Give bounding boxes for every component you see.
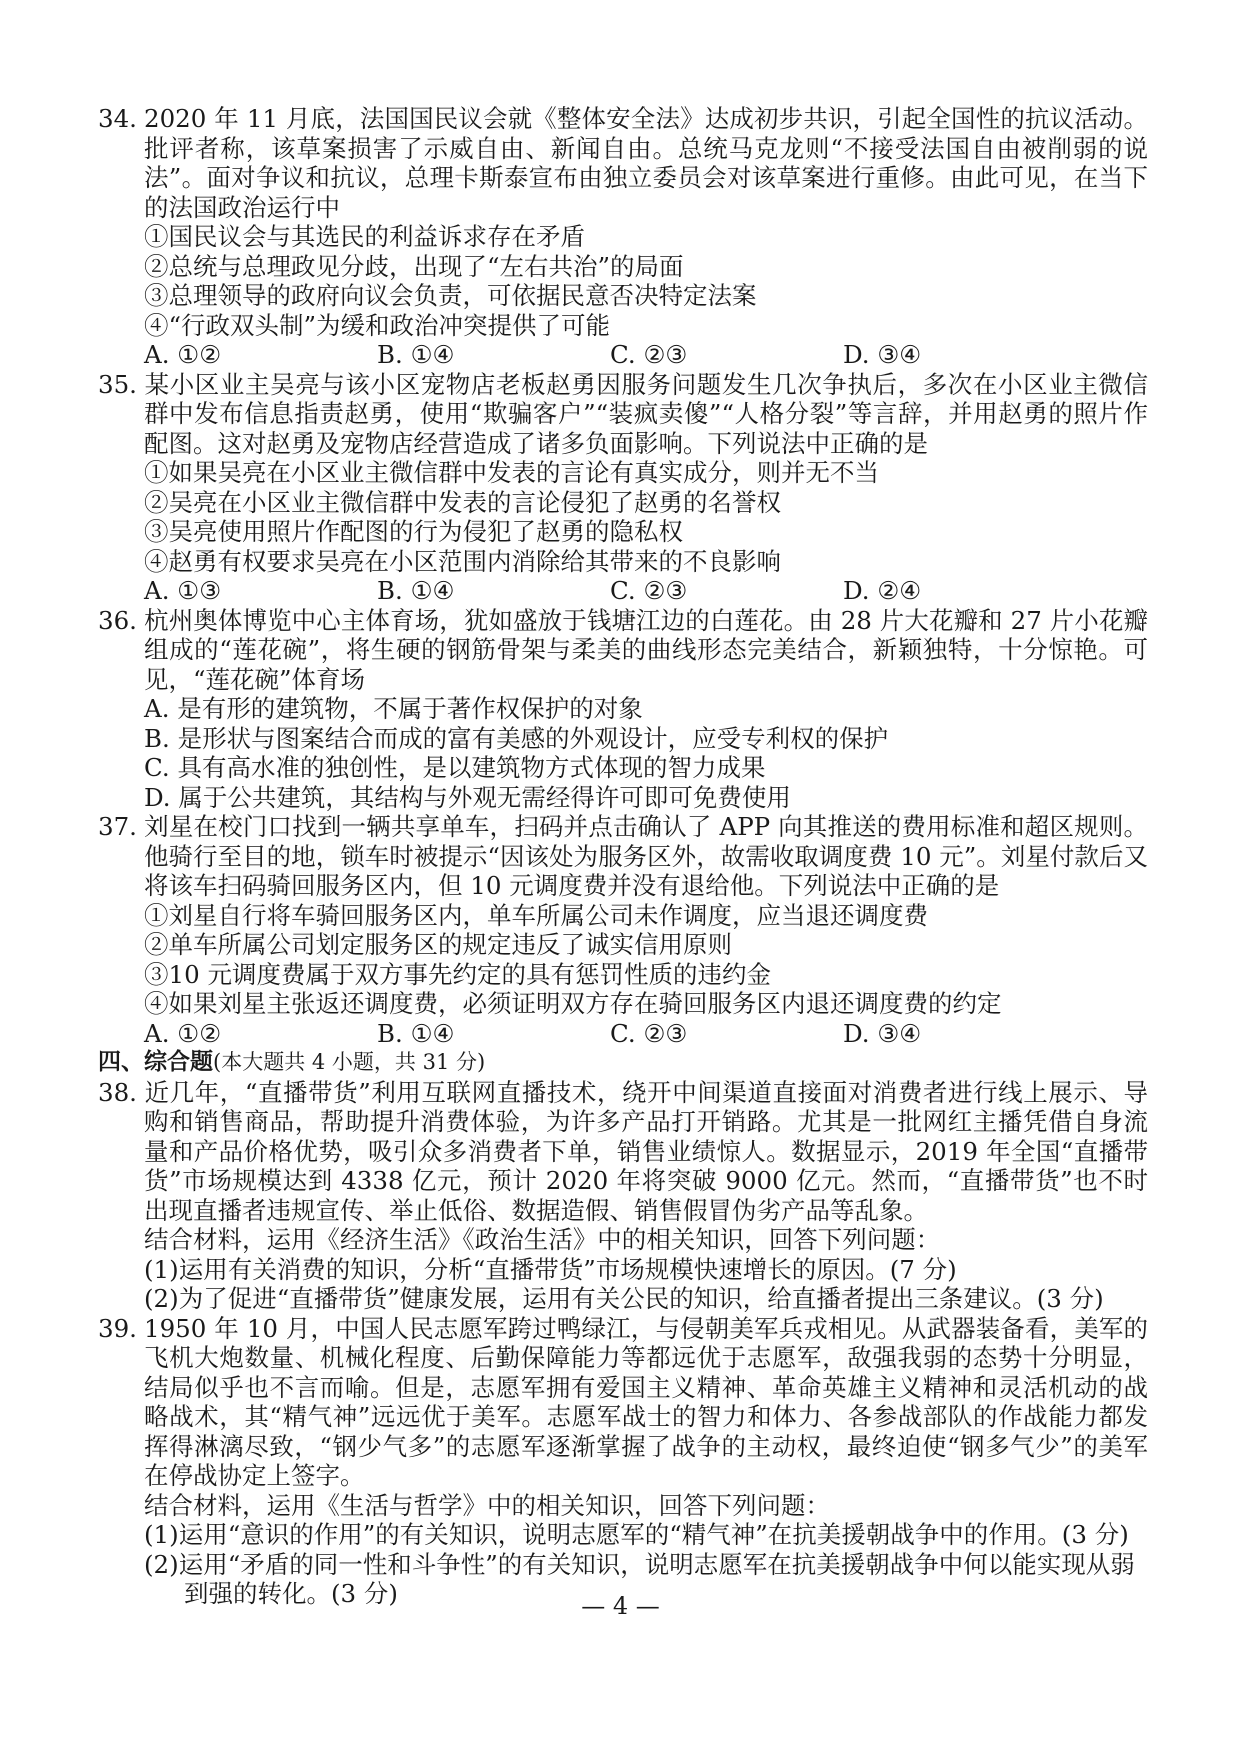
statement-item: ①如果吴亮在小区业主微信群中发表的言论有真实成分，则并无不当 (144, 458, 879, 487)
exam-page-body (98, 104, 1148, 1609)
question-text: 杭州奥体博览中心主体育场，犹如盛放于钱塘江边的白莲花。由 28 片大花瓣和 27 片小花瓣组成的“莲花碗”，将生硬的钢筋骨架与柔美的曲线形态完美结合，新颖独特，十分惊艳。可见，“莲花碗”体育场 (144, 605, 1148, 694)
option-a: A. ①③ (144, 576, 222, 605)
answer-options (98, 340, 1148, 370)
question-stem (98, 606, 1148, 695)
question-34 (98, 104, 1148, 370)
option-b: B. ①④ (377, 340, 455, 369)
statement-item: ①国民议会与其选民的利益诉求存在矛盾 (144, 222, 585, 251)
statement-item: ④“行政双头制”为缓和政治冲突提供了可能 (144, 310, 611, 340)
question-number: 39. (98, 1313, 137, 1343)
question-stem (98, 104, 1148, 222)
section-heading (98, 1048, 1148, 1078)
statement-item: ②总统与总理政见分歧，出现了“左右共治”的局面 (144, 251, 684, 281)
option-c: C. ②③ (610, 1018, 688, 1048)
sub-question: (1)运用“意识的作用”的有关知识，说明志愿军的“精气神”在抗美援朝战争中的作用。(3 分) (144, 1520, 1129, 1549)
question-stem (98, 812, 1148, 901)
question-text: 1950 年 10 月，中国人民志愿军跨过鸭绿江，与侵朝美军兵戎相见。从武器装备看，美军的飞机大炮数量、机械化程度、后勤保障能力等都远优于志愿军，敌强我弱的态势十分明显，结局似乎也不言而喻。但是，志愿军拥有爱国主义精神、革命英雄主义精神和灵活机动的战略战术，其“精气神”远远优于美军。志愿军战士的智力和体力、各参战部队的作战能力都发挥得淋漓尽致，“钢少气多”的志愿军逐渐掌握了战争的主动权，最终迫使“钢多气少”的美军在停战协定上签字。 (144, 1313, 1148, 1490)
question-stem (98, 370, 1148, 459)
statement-item: ④赵勇有权要求吴亮在小区范围内消除给其带来的不良影响 (144, 546, 781, 576)
question-39 (98, 1314, 1148, 1609)
question-37 (98, 812, 1148, 1048)
statement-item: ①刘星自行将车骑回服务区内，单车所属公司未作调度，应当退还调度费 (144, 900, 928, 930)
sub-question: (2)为了促进“直播带货”健康发展，运用有关公民的知识，给直播者提出三条建议。(3 分) (144, 1284, 1104, 1313)
answer-options (98, 576, 1148, 606)
question-36 (98, 606, 1148, 813)
question-number: 38. (98, 1077, 137, 1107)
question-35 (98, 370, 1148, 606)
question-38 (98, 1078, 1148, 1314)
statement-item: ③10 元调度费属于双方事先约定的具有惩罚性质的违约金 (144, 959, 771, 989)
question-number: 36. (98, 605, 137, 635)
sub-question: (2)运用“矛盾的同一性和斗争性”的有关知识，说明志愿军在抗美援朝战争中何以能实现从弱到强的转化。(3 分) (144, 1549, 1135, 1608)
question-text: 某小区业主吴亮与该小区宠物店老板赵勇因服务问题发生几次争执后，多次在小区业主微信群中发布信息指责赵勇，使用“欺骗客户”“装疯卖傻”“人格分裂”等言辞，并用赵勇的照片作配图。这对赵勇及宠物店经营造成了诸多负面影响。下列说法中正确的是 (144, 369, 1148, 458)
option-c: C. ②③ (610, 576, 688, 605)
page-number: — 4 — (581, 1592, 660, 1620)
question-number: 37. (98, 812, 137, 841)
question-instruction: 结合材料，运用《经济生活》《政治生活》中的相关知识，回答下列问题： (144, 1225, 941, 1254)
statement-item: ④如果刘星主张返还调度费，必须证明双方存在骑回服务区内退还调度费的约定 (144, 989, 1002, 1018)
statement-item: ③吴亮使用照片作配图的行为侵犯了赵勇的隐私权 (144, 517, 683, 546)
question-instruction: 结合材料，运用《生活与哲学》中的相关知识，回答下列问题： (144, 1490, 830, 1520)
option-b: B. ①④ (377, 1018, 455, 1048)
question-text: 近几年，“直播带货”利用互联网直播技术，绕开中间渠道直接面对消费者进行线上展示、导购和销售商品，帮助提升消费体验，为许多产品打开销路。尤其是一批网红主播凭借自身流量和产品价格优势，吸引众多消费者下单，销售业绩惊人。数据显示，2019 年全国“直播带货”市场规模达到 4338 亿元，预计 2020 年将突破 9000 亿元。然而，“直播带货”也不时出现直播者违规宣传、举止低俗、数据造假、销售假冒伪劣产品等乱象。 (144, 1077, 1148, 1225)
option-d: D. ③④ (843, 340, 922, 369)
question-stem (98, 1078, 1148, 1226)
sub-question: (1)运用有关消费的知识，分析“直播带货”市场规模快速增长的原因。(7 分) (144, 1254, 957, 1284)
option-a: A. ①② (144, 1018, 222, 1048)
section-note: (本大题共 4 小题，共 31 分) (213, 1050, 486, 1074)
question-number: 35. (98, 369, 137, 399)
statement-item: ②吴亮在小区业主微信群中发表的言论侵犯了赵勇的名誉权 (144, 487, 781, 517)
question-text: 2020 年 11 月底，法国国民议会就《整体安全法》达成初步共识，引起全国性的抗议活动。批评者称，该草案损害了示威自由、新闻自由。总统马克龙则“不接受法国自由被削弱的说法”。面对争议和抗议，总理卡斯泰宣布由独立委员会对该草案进行重修。由此可见，在当下的法国政治运行中 (144, 104, 1148, 222)
question-number: 34. (98, 104, 137, 133)
option-c: C. ②③ (610, 340, 688, 369)
statement-item: ②单车所属公司划定服务区的规定违反了诚实信用原则 (144, 930, 732, 959)
option-a: A. 是有形的建筑物，不属于著作权保护的对象 (144, 694, 643, 723)
option-d: D. 属于公共建筑，其结构与外观无需经得许可即可免费使用 (144, 782, 791, 812)
statement-item: ③总理领导的政府向议会负责，可依据民意否决特定法案 (144, 281, 757, 310)
option-d: D. ②④ (843, 576, 922, 605)
question-stem (98, 1314, 1148, 1491)
answer-options (98, 1019, 1148, 1049)
option-d: D. ③④ (843, 1018, 922, 1048)
option-a: A. ①② (144, 340, 222, 369)
option-b: B. ①④ (377, 576, 455, 605)
option-b: B. 是形状与图案结合而成的富有美感的外观设计，应受专利权的保护 (144, 723, 889, 753)
question-text: 刘星在校门口找到一辆共享单车，扫码并点击确认了 APP 向其推送的费用标准和超区规则。他骑行至目的地，锁车时被提示“因该处为服务区外，故需收取调度费 10 元”。刘星付款后又将该车扫码骑回服务区内，但 10 元调度费并没有退给他。下列说法中正确的是 (144, 812, 1148, 900)
section-title: 四、综合题 (98, 1049, 213, 1075)
option-c: C. 具有高水准的独创性，是以建筑物方式体现的智力成果 (144, 753, 766, 782)
